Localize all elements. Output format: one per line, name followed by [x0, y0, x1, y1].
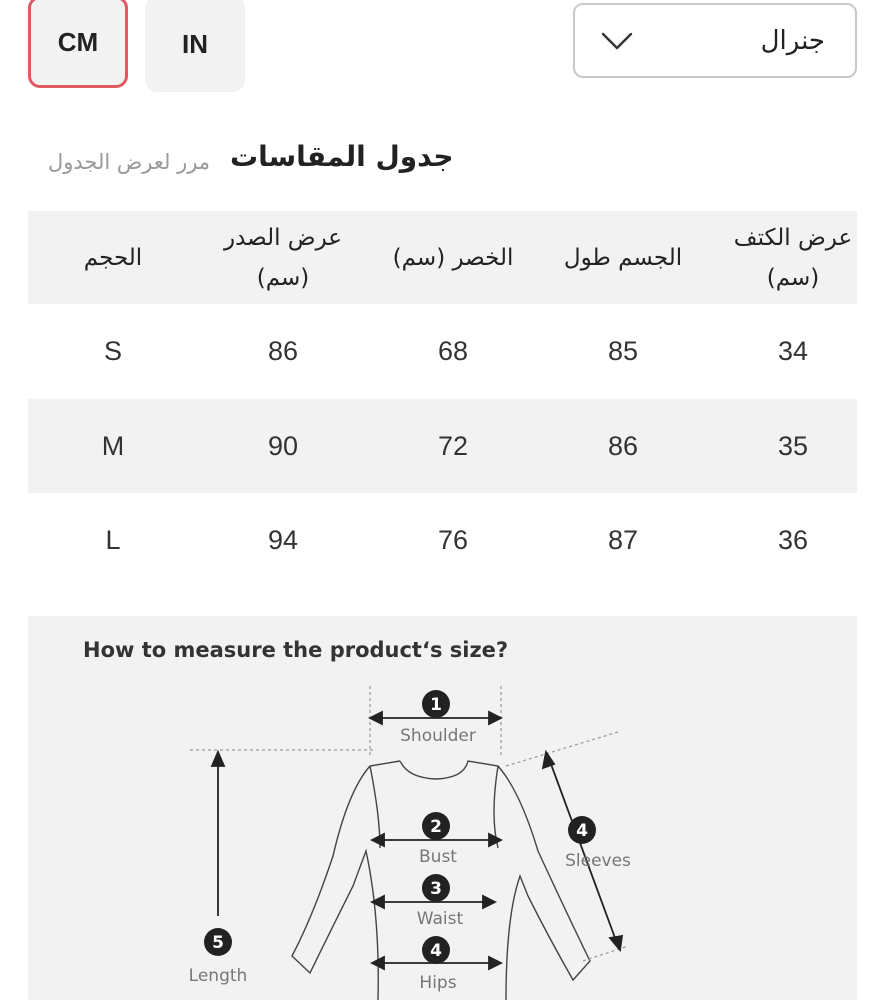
table-header-row	[28, 211, 857, 304]
table-cell: 86	[607, 430, 639, 461]
label-sleeves: Sleeves	[565, 851, 631, 871]
table-cell: 94	[267, 524, 299, 555]
scroll-hint: مرر لعرض الجدول	[48, 150, 211, 174]
size-table-title: جدول المقاسات	[230, 140, 454, 173]
table-cell: 87	[607, 524, 639, 555]
size-table[interactable]	[28, 211, 857, 587]
table-cell: 90	[267, 430, 299, 461]
label-shoulder: Shoulder	[400, 726, 476, 746]
table-cell: 76	[437, 524, 469, 555]
label-length: Length	[188, 966, 248, 986]
table-cell: M	[101, 430, 125, 461]
header-length: الجسم طول	[563, 244, 683, 271]
table-row	[28, 304, 857, 399]
table-cell: L	[105, 524, 121, 555]
badge-length-number: 5	[212, 933, 224, 953]
measure-guide-title: How to measure the product‘s size?	[83, 638, 509, 662]
label-bust: Bust	[419, 847, 457, 867]
header-size: الحجم	[83, 244, 143, 271]
header-waist: الخصر (سم)	[392, 244, 514, 271]
chevron-down-icon	[601, 31, 633, 51]
label-waist: Waist	[416, 909, 464, 929]
table-cell: 36	[777, 524, 809, 555]
table-cell: S	[103, 336, 122, 366]
header-shoulder: عرض الكتف (سم)	[733, 224, 853, 291]
table-cell: 68	[437, 336, 469, 366]
table-cell: 72	[437, 430, 469, 461]
badge-sleeves-number: 4	[576, 821, 588, 841]
label-hips: Hips	[419, 973, 457, 993]
badge-waist-number: 3	[430, 879, 442, 899]
region-select[interactable]	[573, 3, 857, 78]
sleeve-seam-right	[494, 766, 498, 848]
measure-guide-panel	[28, 616, 857, 1000]
in-unit-button[interactable]: IN	[145, 0, 245, 92]
sleeve-seam-left	[370, 766, 380, 848]
garment-diagram	[28, 616, 857, 1000]
table-row	[28, 493, 857, 587]
table-cell: 34	[777, 336, 809, 366]
table-row	[28, 399, 857, 493]
badge-bust-number: 2	[430, 817, 442, 837]
header-bust: عرض الصدر (سم)	[223, 224, 343, 291]
badge-shoulder-number: 1	[430, 695, 442, 715]
cm-unit-button[interactable]: CM	[28, 0, 128, 88]
table-cell: 86	[267, 336, 299, 366]
table-cell: 85	[607, 336, 639, 366]
table-cell: 35	[777, 430, 809, 461]
region-select-value: جنرال	[760, 25, 825, 56]
badge-hips-number: 4	[430, 941, 442, 961]
